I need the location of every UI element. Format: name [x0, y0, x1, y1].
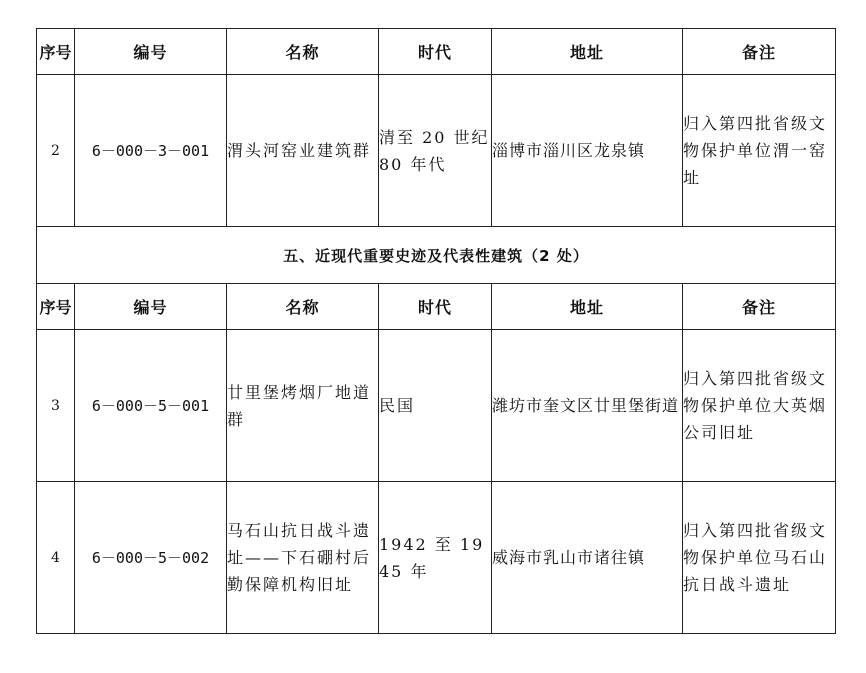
row-code: 6－000－5－001: [75, 330, 227, 482]
header-note: 备注: [683, 29, 836, 75]
header-seq: 序号: [37, 284, 75, 330]
table-row: [37, 75, 836, 227]
table-row: [37, 482, 836, 634]
row-note: 归入第四批省级文物保护单位大英烟公司旧址: [683, 330, 836, 482]
row-era: 清至 20 世纪 80 年代: [379, 75, 492, 227]
row-note: 归入第四批省级文物保护单位渭一窑址: [683, 75, 836, 227]
row-name: 廿里堡烤烟厂地道群: [227, 330, 379, 482]
row-seq: 3: [37, 330, 75, 482]
header-era: 时代: [379, 284, 492, 330]
header-note: 备注: [683, 284, 836, 330]
header-code: 编号: [75, 284, 227, 330]
header-code: 编号: [75, 29, 227, 75]
row-address: 潍坊市奎文区廿里堡街道: [492, 330, 683, 482]
row-name: 渭头河窑业建筑群: [227, 75, 379, 227]
table-row: [37, 330, 836, 482]
row-seq: 2: [37, 75, 75, 227]
section-title: 五、近现代重要史迹及代表性建筑（2 处）: [37, 227, 836, 284]
row-code: 6－000－5－002: [75, 482, 227, 634]
header-row: [37, 29, 836, 75]
row-era: 民国: [379, 330, 492, 482]
row-code: 6－000－3－001: [75, 75, 227, 227]
row-address: 威海市乳山市诸往镇: [492, 482, 683, 634]
row-seq: 4: [37, 482, 75, 634]
header-seq: 序号: [37, 29, 75, 75]
heritage-table: [36, 28, 836, 634]
row-era: 1942 至 1945 年: [379, 482, 492, 634]
section-row: [37, 227, 836, 284]
row-address: 淄博市淄川区龙泉镇: [492, 75, 683, 227]
header-name: 名称: [227, 29, 379, 75]
header-address: 地址: [492, 29, 683, 75]
header-row-2: [37, 284, 836, 330]
header-era: 时代: [379, 29, 492, 75]
row-note: 归入第四批省级文物保护单位马石山抗日战斗遗址: [683, 482, 836, 634]
header-name: 名称: [227, 284, 379, 330]
header-address: 地址: [492, 284, 683, 330]
row-name: 马石山抗日战斗遗址——下石硼村后勤保障机构旧址: [227, 482, 379, 634]
